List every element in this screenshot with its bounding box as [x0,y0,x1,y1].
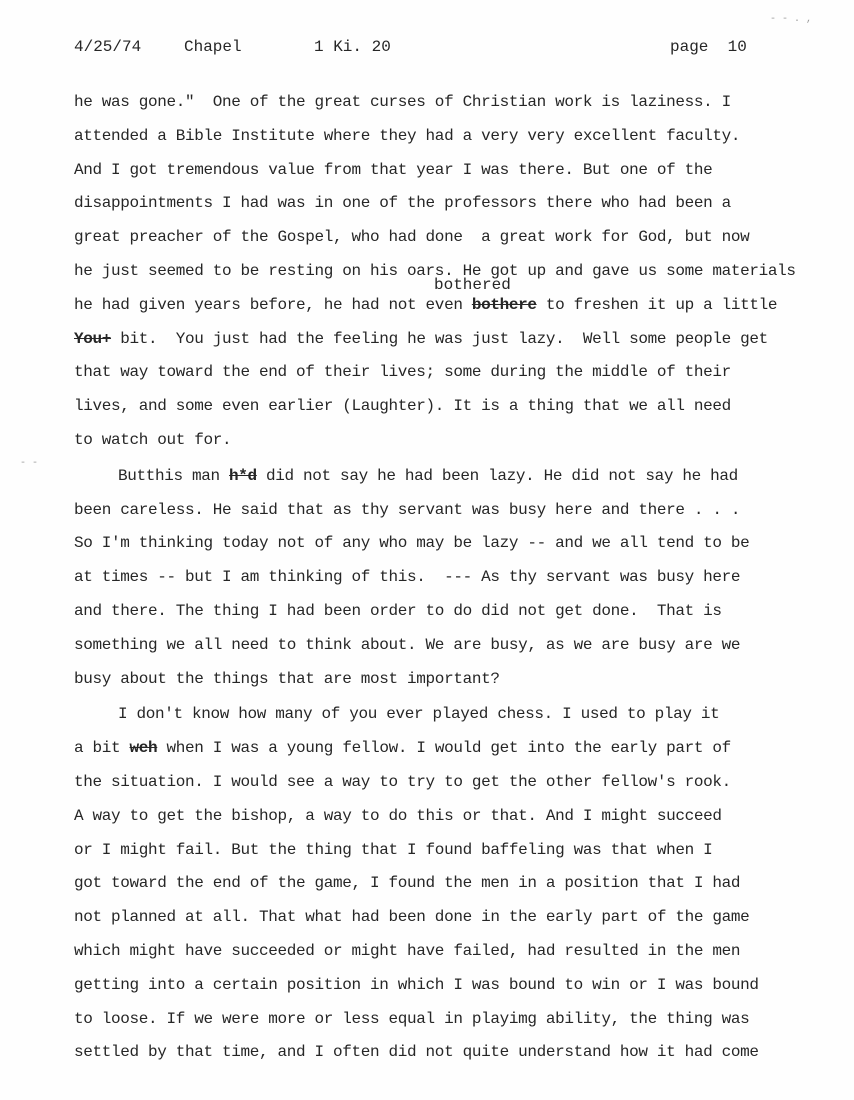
text-line: a bit weh when I was a young fellow. I would get into the early part of [74,739,731,758]
interlinear-correction: bothered [434,276,511,294]
text-line: that way toward the end of their lives; some during the middle of their [74,363,731,382]
text-line: busy about the things that are most important? [74,669,500,688]
body-text [74,86,844,1072]
paragraph [74,698,844,1070]
margin-smudge: - - . , [770,14,813,25]
struck-over-word: h*d [229,466,257,485]
paragraph [74,86,844,458]
header-date: 4/25/74 [74,38,142,56]
text-line: which might have succeeded or might have failed, had resulted in the men [74,941,741,960]
text-line: to loose. If we were more or less equal in playimg ability, the thing was [74,1009,750,1028]
header-page-number: page 10 [670,38,747,56]
struck-over-word: weh [129,739,158,758]
text-line: not planned at all. That what had been done in the early part of the game [74,908,750,927]
struck-over-word: You+ [74,329,112,348]
text-line: settled by that time, and I often did not quite understand how it had come [74,1043,759,1062]
text-line: and there. The thing I had been order to do did not get done. That is [74,601,722,620]
text-line: he just seemed to be resting on his oars. He got up and gave us some materials [74,261,796,280]
text-line: great preacher of the Gospel, who had done a great work for God, but now [74,228,750,247]
text-line: getting into a certain position in which I was bound to win or I was bound [74,975,759,994]
text-line: or I might fail. But the thing that I found baffeling was that when I [74,840,713,859]
text-line: disappointments I had was in one of the professors there who had been a [74,194,731,213]
text-line: And I got tremendous value from that year I was there. But one of the [74,160,713,179]
text-line: So I'm thinking today not of any who may be lazy -- and we all tend to be [74,534,750,553]
header-scripture-reference: 1 Ki. 20 [314,38,391,56]
struck-over-word: bothere [471,295,537,314]
text-line: You+ bit. You just had the feeling he was just lazy. Well some people get [74,329,768,348]
text-line: A way to get the bishop, a way to do this or that. And I might succeed [74,806,722,825]
paragraph [74,460,844,697]
text-line: to watch out for. [74,430,232,449]
text-line: been careless. He said that as thy servant was busy here and there . . . [74,500,741,519]
text-line: he was gone." One of the great curses of Christian work is laziness. I [74,93,731,111]
text-line: something we all need to think about. We are busy, as we are busy are we [74,635,741,654]
page-header [74,38,834,62]
text-line: attended a Bible Institute where they had a very very excellent faculty. [74,126,741,145]
text-line: he had given years before, he had not even bothere to freshen it up a little [74,295,778,314]
margin-smudge: - - [20,458,39,469]
text-line: the situation. I would see a way to try to get the other fellow's rook. [74,772,731,791]
header-place: Chapel [184,38,242,56]
text-line: at times -- but I am thinking of this. --- As thy servant was busy here [74,568,741,587]
text-line: I don't know how many of you ever played chess. I used to play it [118,705,720,724]
text-line: Butthis man h*d did not say he had been lazy. He did not say he had [118,466,738,485]
text-line: lives, and some even earlier (Laughter). It is a thing that we all need [74,397,731,416]
text-line: got toward the end of the game, I found the men in a position that I had [74,874,741,893]
